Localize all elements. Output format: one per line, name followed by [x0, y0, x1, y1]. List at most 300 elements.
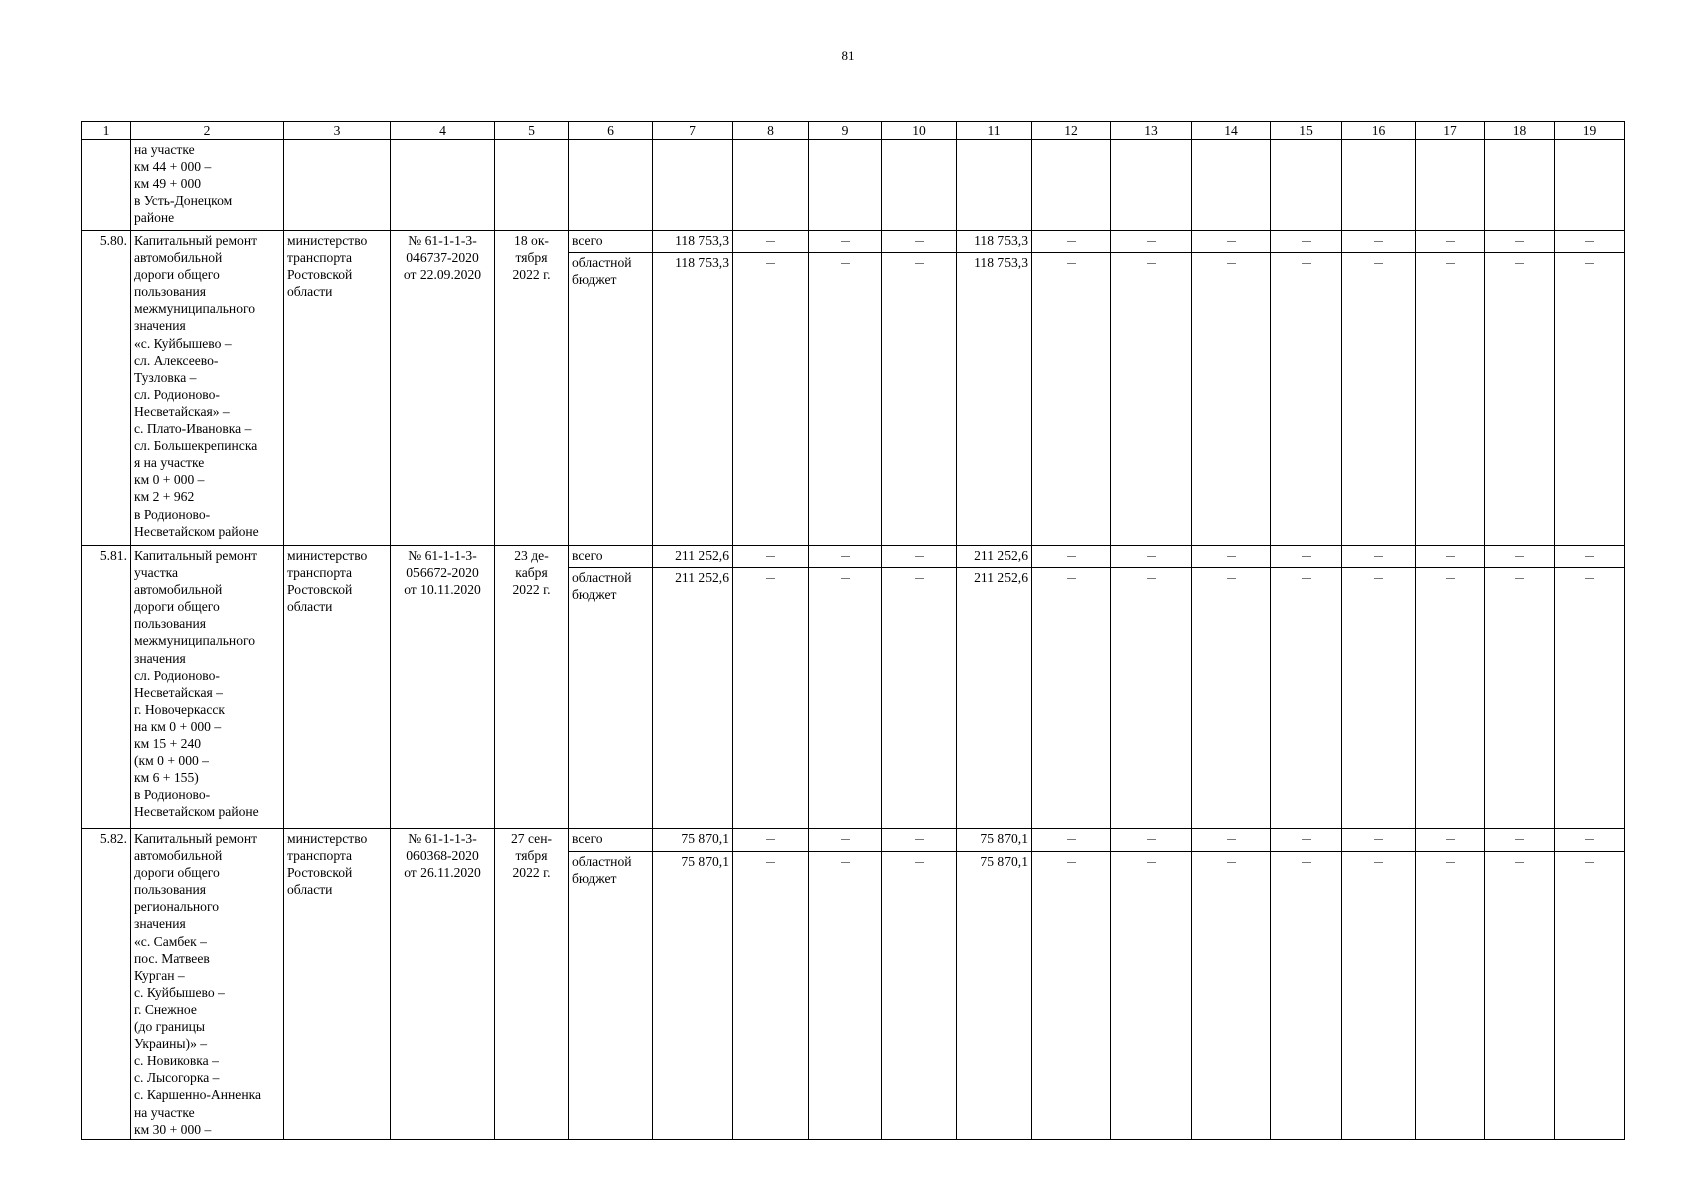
dash-cell: [1416, 829, 1485, 852]
dash-cell: [1416, 568, 1485, 829]
text-line: министерство: [287, 233, 368, 248]
dash-mark: [766, 839, 775, 840]
text-line: области: [287, 882, 333, 898]
dash-cell: [1111, 546, 1192, 568]
dash-mark: [1446, 862, 1455, 863]
dash-cell: [733, 546, 809, 568]
text-line: 056672-2020: [406, 565, 479, 581]
text-line: Ростовской: [287, 267, 353, 283]
executor-cell: [284, 546, 391, 829]
text-line: км 6 + 155): [134, 770, 199, 786]
row-number: 5.82.: [82, 829, 131, 1140]
dash-cell: [1555, 231, 1625, 253]
text-line: сл. Родионово-: [134, 667, 220, 683]
dash-mark: [1446, 241, 1455, 242]
dash-mark: [766, 862, 775, 863]
dash-cell: [882, 851, 957, 1139]
dash-mark: [766, 556, 775, 557]
text-line: автомобильной: [134, 582, 223, 598]
contract-cell: [391, 829, 495, 1140]
text-line: я на участке: [134, 455, 205, 471]
header-cell: 12: [1032, 122, 1111, 140]
header-cell: 4: [391, 122, 495, 140]
dash-mark: [1585, 839, 1594, 840]
completion-date-cell: [495, 829, 569, 1140]
dash-cell: [809, 829, 882, 852]
dash-cell: [1485, 568, 1555, 829]
text-line: км 30 + 000 –: [134, 1121, 212, 1137]
dash-cell: [1555, 568, 1625, 829]
dash-cell: [1485, 231, 1555, 253]
dash-cell: [1192, 851, 1271, 1139]
text-line: областной: [572, 570, 632, 585]
dash-mark: [1302, 556, 1311, 557]
text-line: сл. Родионово-: [134, 386, 220, 402]
text-line: 2022 г.: [512, 582, 551, 598]
column-number-header: [82, 122, 1625, 140]
dash-cell: [1192, 568, 1271, 829]
dash-mark: [1147, 263, 1156, 264]
text-line: (км 0 + 000 –: [134, 753, 209, 769]
text-line: районе: [134, 210, 175, 226]
header-cell: 2: [131, 122, 284, 140]
dash-mark: [841, 578, 850, 579]
dash-cell: [882, 231, 957, 253]
dash-mark: [1585, 241, 1594, 242]
dash-mark: [1515, 241, 1524, 242]
object-name-cell: [131, 546, 284, 829]
text-line: (до границы: [134, 1019, 206, 1035]
table-row: [82, 829, 1625, 852]
dash-mark: [841, 862, 850, 863]
dash-mark: [1446, 556, 1455, 557]
dash-cell: [809, 253, 882, 546]
text-line: км 15 + 240: [134, 736, 202, 752]
dash-mark: [1374, 862, 1383, 863]
dash-cell: [1032, 253, 1111, 546]
dash-cell: [1271, 568, 1342, 829]
dash-cell: [1416, 253, 1485, 546]
dash-mark: [1585, 578, 1594, 579]
text-line: км 2 + 962: [134, 489, 195, 505]
text-line: значения: [134, 650, 186, 666]
text-line: транспорта: [287, 250, 353, 266]
dash-mark: [1515, 263, 1524, 264]
text-line: регионального: [134, 899, 219, 915]
header-cell: 17: [1416, 122, 1485, 140]
text-line: дороги общего: [134, 267, 220, 283]
dash-cell: [1032, 546, 1111, 568]
header-cell: 11: [957, 122, 1032, 140]
text-line: кабря: [515, 565, 548, 581]
text-line: 060368-2020: [406, 848, 479, 864]
continuation-row: [82, 140, 1625, 231]
dash-mark: [1585, 263, 1594, 264]
text-line: № 61-1-1-3-: [408, 233, 477, 248]
text-line: тября: [515, 848, 548, 864]
funding-source-total: всего: [569, 231, 653, 253]
header-cell: 16: [1342, 122, 1416, 140]
empty-cell: [1111, 140, 1192, 231]
dash-mark: [1302, 862, 1311, 863]
text-line: № 61-1-1-3-: [408, 548, 477, 563]
text-line: с. Лысогорка –: [134, 1070, 220, 1086]
text-line: сл. Большекрепинска: [134, 438, 258, 454]
dash-cell: [1485, 829, 1555, 852]
object-name-cell: [131, 231, 284, 546]
header-cell: 15: [1271, 122, 1342, 140]
text-line: 046737-2020: [406, 250, 479, 266]
dash-mark: [1067, 862, 1076, 863]
dash-mark: [1067, 839, 1076, 840]
dash-cell: [1416, 546, 1485, 568]
header-cell: 19: [1555, 122, 1625, 140]
funding-source-regional: [569, 568, 653, 829]
dash-mark: [841, 839, 850, 840]
text-line: значения: [134, 916, 186, 932]
dash-cell: [733, 568, 809, 829]
dash-cell: [882, 568, 957, 829]
dash-mark: [1227, 839, 1236, 840]
dash-mark: [1515, 578, 1524, 579]
text-line: в Родионово-: [134, 787, 211, 803]
dash-mark: [1585, 556, 1594, 557]
dash-mark: [1227, 578, 1236, 579]
amount-budget-col7: 75 870,1: [653, 851, 733, 1139]
header-cell: 18: [1485, 122, 1555, 140]
dash-cell: [809, 231, 882, 253]
text-line: от 26.11.2020: [404, 865, 481, 881]
amount-budget-col7: 211 252,6: [653, 568, 733, 829]
completion-date-cell: [495, 231, 569, 546]
text-line: Украины)» –: [134, 1036, 208, 1052]
dash-cell: [1111, 851, 1192, 1139]
dash-cell: [733, 253, 809, 546]
text-line: Несветайская» –: [134, 403, 230, 419]
executor-cell: [284, 231, 391, 546]
dash-cell: [1342, 829, 1416, 852]
text-line: дороги общего: [134, 599, 220, 615]
text-line: Ростовской: [287, 582, 353, 598]
empty-cell: [1555, 140, 1625, 231]
header-cell: 3: [284, 122, 391, 140]
dash-cell: [733, 231, 809, 253]
text-line: межмуниципального: [134, 301, 256, 317]
amount-total-col11: 211 252,6: [957, 546, 1032, 568]
header-cell: 13: [1111, 122, 1192, 140]
dash-mark: [1147, 578, 1156, 579]
dash-cell: [1342, 851, 1416, 1139]
dash-mark: [1374, 263, 1383, 264]
dash-mark: [1067, 263, 1076, 264]
dash-cell: [1342, 231, 1416, 253]
empty-cell: [1032, 140, 1111, 231]
text-line: 18 ок-: [514, 233, 549, 248]
dash-mark: [1446, 578, 1455, 579]
dash-cell: [1555, 546, 1625, 568]
dash-cell: [1485, 253, 1555, 546]
text-line: Капитальный ремонт: [134, 831, 258, 846]
dash-cell: [1271, 829, 1342, 852]
text-line: областной: [572, 853, 632, 869]
text-line: Ростовской: [287, 865, 353, 881]
dash-cell: [1032, 231, 1111, 253]
dash-cell: [1111, 253, 1192, 546]
text-line: в Усть-Донецком: [134, 193, 233, 209]
dash-mark: [915, 241, 924, 242]
contract-cell: [391, 546, 495, 829]
amount-total-col7: 118 753,3: [653, 231, 733, 253]
header-cell: 7: [653, 122, 733, 140]
empty-cell: [809, 140, 882, 231]
dash-mark: [766, 263, 775, 264]
text-line: бюджет: [572, 587, 617, 603]
dash-cell: [1192, 829, 1271, 852]
header-cell: 10: [882, 122, 957, 140]
text-line: участка: [134, 565, 179, 581]
text-line: на участке: [134, 142, 195, 157]
page-number: 81: [841, 48, 855, 63]
dash-cell: [1342, 546, 1416, 568]
dash-cell: [1416, 231, 1485, 253]
text-line: на км 0 + 000 –: [134, 718, 222, 734]
text-line: министерство: [287, 548, 368, 563]
text-line: тября: [515, 250, 548, 266]
dash-mark: [841, 556, 850, 557]
empty-cell: [1485, 140, 1555, 231]
dash-cell: [1271, 546, 1342, 568]
empty-cell: [1192, 140, 1271, 231]
text-line: пос. Матвеев: [134, 950, 210, 966]
dash-mark: [1067, 241, 1076, 242]
empty-cell: [1342, 140, 1416, 231]
text-line: г. Снежное: [134, 1001, 197, 1017]
dash-cell: [882, 829, 957, 852]
header-cell: 5: [495, 122, 569, 140]
dash-cell: [1032, 851, 1111, 1139]
funding-source-regional: [569, 253, 653, 546]
dash-cell: [809, 568, 882, 829]
text-line: на участке: [134, 1104, 195, 1120]
amount-total-col7: 211 252,6: [653, 546, 733, 568]
dash-mark: [1227, 862, 1236, 863]
funding-source-total: всего: [569, 546, 653, 568]
text-line: межмуниципального: [134, 633, 256, 649]
empty-cell: [391, 140, 495, 231]
dash-cell: [1485, 851, 1555, 1139]
text-line: Капитальный ремонт: [134, 233, 258, 248]
header-cell: 8: [733, 122, 809, 140]
text-line: км 44 + 000 –: [134, 159, 212, 175]
dash-cell: [1416, 851, 1485, 1139]
text-line: 27 сен-: [510, 831, 553, 846]
dash-cell: [1192, 231, 1271, 253]
row-number: 5.81.: [82, 546, 131, 829]
object-name-cell: [131, 829, 284, 1140]
text-line: 23 де-: [514, 548, 549, 563]
text-line: пользования: [134, 616, 207, 632]
dash-mark: [1067, 556, 1076, 557]
dash-cell: [1271, 231, 1342, 253]
amount-total-col11: 118 753,3: [957, 231, 1032, 253]
dash-mark: [1374, 839, 1383, 840]
dash-mark: [766, 241, 775, 242]
dash-cell: [809, 851, 882, 1139]
executor-cell: [284, 829, 391, 1140]
empty-cell: [653, 140, 733, 231]
dash-mark: [1067, 578, 1076, 579]
contract-cell: [391, 231, 495, 546]
dash-mark: [915, 578, 924, 579]
text-line: «с. Самбек –: [134, 933, 207, 949]
dash-mark: [915, 862, 924, 863]
dash-mark: [1374, 241, 1383, 242]
text-line: области: [287, 599, 333, 615]
dash-cell: [1342, 568, 1416, 829]
text-line: области: [287, 284, 333, 300]
empty-cell: [284, 140, 391, 231]
amount-budget-col7: 118 753,3: [653, 253, 733, 546]
header-cell: 9: [809, 122, 882, 140]
text-line: сл. Алексеево-: [134, 352, 219, 368]
empty-cell: [1271, 140, 1342, 231]
text-line: пользования: [134, 882, 207, 898]
header-cell: 6: [569, 122, 653, 140]
amount-total-col11: 75 870,1: [957, 829, 1032, 852]
text-line: г. Новочеркасск: [134, 701, 225, 717]
amount-total-col7: 75 870,1: [653, 829, 733, 852]
dash-mark: [915, 263, 924, 264]
text-line: с. Плато-Ивановка –: [134, 421, 252, 437]
text-line: Несветайском районе: [134, 804, 259, 820]
text-line: км 0 + 000 –: [134, 472, 205, 488]
amount-budget-col11: 75 870,1: [957, 851, 1032, 1139]
text-line: пользования: [134, 284, 207, 300]
dash-cell: [1111, 829, 1192, 852]
dash-mark: [1147, 241, 1156, 242]
dash-mark: [1302, 839, 1311, 840]
dash-cell: [1111, 568, 1192, 829]
table-row: [82, 546, 1625, 568]
text-line: транспорта: [287, 848, 353, 864]
table-row: [82, 231, 1625, 253]
dash-cell: [1271, 253, 1342, 546]
dash-mark: [1446, 839, 1455, 840]
amount-budget-col11: 211 252,6: [957, 568, 1032, 829]
dash-cell: [1485, 546, 1555, 568]
dash-cell: [1192, 253, 1271, 546]
text-line: бюджет: [572, 870, 617, 886]
dash-mark: [1302, 263, 1311, 264]
dash-mark: [1515, 862, 1524, 863]
text-line: Несветайском районе: [134, 523, 259, 539]
empty-cell: [882, 140, 957, 231]
empty-cell: [1416, 140, 1485, 231]
text-line: автомобильной: [134, 848, 223, 864]
text-line: с. Новиковка –: [134, 1053, 219, 1069]
dash-cell: [1342, 253, 1416, 546]
project-table: [81, 121, 1625, 1140]
dash-mark: [841, 241, 850, 242]
dash-cell: [1555, 253, 1625, 546]
dash-mark: [1515, 556, 1524, 557]
text-line: 2022 г.: [512, 865, 551, 881]
dash-cell: [1111, 231, 1192, 253]
dash-mark: [1446, 263, 1455, 264]
text-line: № 61-1-1-3-: [408, 831, 477, 846]
dash-mark: [915, 839, 924, 840]
text-line: значения: [134, 318, 186, 334]
text-line: дороги общего: [134, 865, 220, 881]
text-line: км 49 + 000: [134, 176, 202, 192]
row-number: 5.80.: [82, 231, 131, 546]
dash-cell: [809, 546, 882, 568]
header-cell: 1: [82, 122, 131, 140]
text-line: с. Куйбышево –: [134, 984, 225, 1000]
text-line: 2022 г.: [512, 267, 551, 283]
dash-cell: [882, 546, 957, 568]
text-line: Курган –: [134, 967, 185, 983]
dash-cell: [1271, 851, 1342, 1139]
dash-mark: [1515, 839, 1524, 840]
text-line: Несветайская –: [134, 684, 223, 700]
text-line: в Родионово-: [134, 506, 211, 522]
dash-mark: [1302, 241, 1311, 242]
dash-mark: [1227, 263, 1236, 264]
header-cell: 14: [1192, 122, 1271, 140]
text-line: «с. Куйбышево –: [134, 335, 232, 351]
dash-mark: [1227, 241, 1236, 242]
text-line: транспорта: [287, 565, 353, 581]
dash-mark: [1147, 839, 1156, 840]
text-line: от 10.11.2020: [404, 582, 481, 598]
dash-cell: [1032, 568, 1111, 829]
dash-cell: [1032, 829, 1111, 852]
empty-cell: [495, 140, 569, 231]
dash-mark: [1227, 556, 1236, 557]
text-line: министерство: [287, 831, 368, 846]
empty-cell: [569, 140, 653, 231]
dash-mark: [1147, 862, 1156, 863]
empty-cell: [82, 140, 131, 231]
dash-cell: [1555, 851, 1625, 1139]
text-line: Тузловка –: [134, 369, 197, 385]
dash-mark: [841, 263, 850, 264]
dash-cell: [733, 851, 809, 1139]
dash-mark: [1374, 578, 1383, 579]
dash-cell: [1192, 546, 1271, 568]
object-name-cell: [131, 140, 284, 231]
empty-cell: [733, 140, 809, 231]
dash-cell: [1555, 829, 1625, 852]
funding-source-total: всего: [569, 829, 653, 852]
dash-mark: [1302, 578, 1311, 579]
table-body: [82, 122, 1625, 1140]
empty-cell: [957, 140, 1032, 231]
text-line: бюджет: [572, 272, 617, 288]
text-line: от 22.09.2020: [403, 267, 482, 283]
amount-budget-col11: 118 753,3: [957, 253, 1032, 546]
dash-mark: [1585, 862, 1594, 863]
dash-mark: [1147, 556, 1156, 557]
completion-date-cell: [495, 546, 569, 829]
dash-mark: [915, 556, 924, 557]
text-line: с. Каршенно-Анненка: [134, 1087, 262, 1103]
text-line: Капитальный ремонт: [134, 548, 258, 563]
text-line: областной: [572, 255, 632, 270]
dash-mark: [1374, 556, 1383, 557]
dash-mark: [766, 578, 775, 579]
